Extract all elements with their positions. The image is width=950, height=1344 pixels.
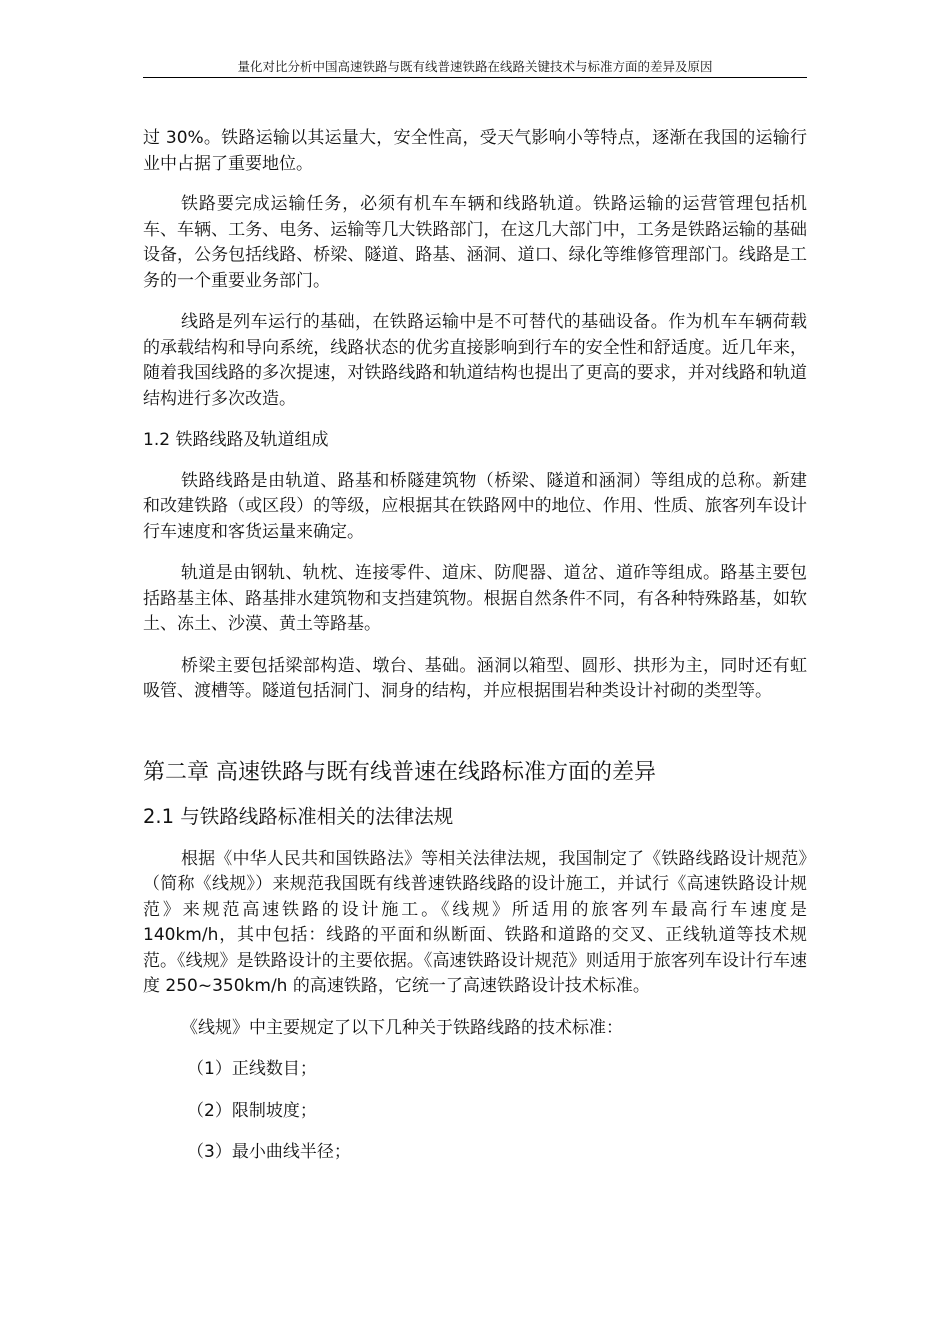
paragraph-regulations: 根据《中华人民共和国铁路法》等相关法律法规，我国制定了《铁路线路设计规范》（简称《线规》）来规范我国既有线普速铁路线路的设计施工，并试行《高速铁路设计规范》来规范高速铁路的设计施工。《线规》所适用的旅客列车最高行车速度是 140km/h，其中包括：线路的平面和纵断面、铁路和道路的交叉、正线轨道等技术规范。《线规》是铁路设计的主要依据。《高速铁路设计规范》则适用于旅客列车设计行车速度 250~350km/h 的高速铁路，它统一了高速铁路设计技术标准。 [143,848,807,996]
paragraph-continued: 过 30%。铁路运输以其运量大，安全性高，受天气影响小等特点，逐渐在我国的运输行业中占据了重要地位。 [143,128,807,174]
header-rule [143,77,807,78]
paragraph-line-foundation: 线路是列车运行的基础，在铁路运输中是不可替代的基础设备。作为机车车辆荷载的承载结构和导向系统，线路状态的优劣直接影响到行车的安全性和舒适度。近几年来，随着我国线路的多次提速，对铁路线路和轨道结构也提出了更高的要求，并对线路和轨道结构进行多次改造。 [143,312,807,409]
paragraph-line-composition: 铁路线路是由轨道、路基和桥隧建筑物（桥梁、隧道和涵洞）等组成的总称。新建和改建铁路（或区段）的等级，应根据其在铁路网中的地位、作用、性质、旅客列车设计行车速度和客货运量来确定。 [143,470,807,542]
section-heading-2-1: 2.1 与铁路线路标准相关的法律法规 [143,804,454,828]
paragraph-bridges-tunnels: 桥梁主要包括梁部构造、墩台、基础。涵洞以箱型、圆形、拱形为主，同时还有虹吸管、渡槽等。隧道包括洞门、洞身的结构，并应根据围岩种类设计衬砌的类型等。 [143,655,807,701]
list-item: （3）最小曲线半径； [187,1142,351,1162]
section-heading-1-2: 1.2 铁路线路及轨道组成 [143,430,329,450]
document-body [143,126,807,1166]
paragraph-track-composition: 轨道是由钢轨、轨枕、连接零件、道床、防爬器、道岔、道砟等组成。路基主要包括路基主体、路基排水建筑物和支挡建筑物。根据自然条件不同，有各种特殊路基，如软土、冻土、沙漠、黄土等路基。 [143,563,807,634]
paragraph-standards-intro: 《线规》中主要规定了以下几种关于铁路线路的技术标准： [181,1017,623,1038]
list-item: （2）限制坡度； [187,1100,317,1121]
paragraph-railway-departments: 铁路要完成运输任务，必须有机车车辆和线路轨道。铁路运输的运营管理包括机车、车辆、工务、电务、运输等几大铁路部门，在这几大部门中，工务是铁路运输的基础设备，公务包括线路、桥梁、隧道、路基、涵洞、道口、绿化等维修管理部门。线路是工务的一个重要业务部门。 [143,194,807,291]
running-header: 量化对比分析中国高速铁路与既有线普速铁路在线路关键技术与标准方面的差异及原因 [237,59,713,74]
chapter-heading-2: 第二章 高速铁路与既有线普速在线路标准方面的差异 [143,759,656,785]
list-item: （1）正线数目； [187,1059,317,1079]
